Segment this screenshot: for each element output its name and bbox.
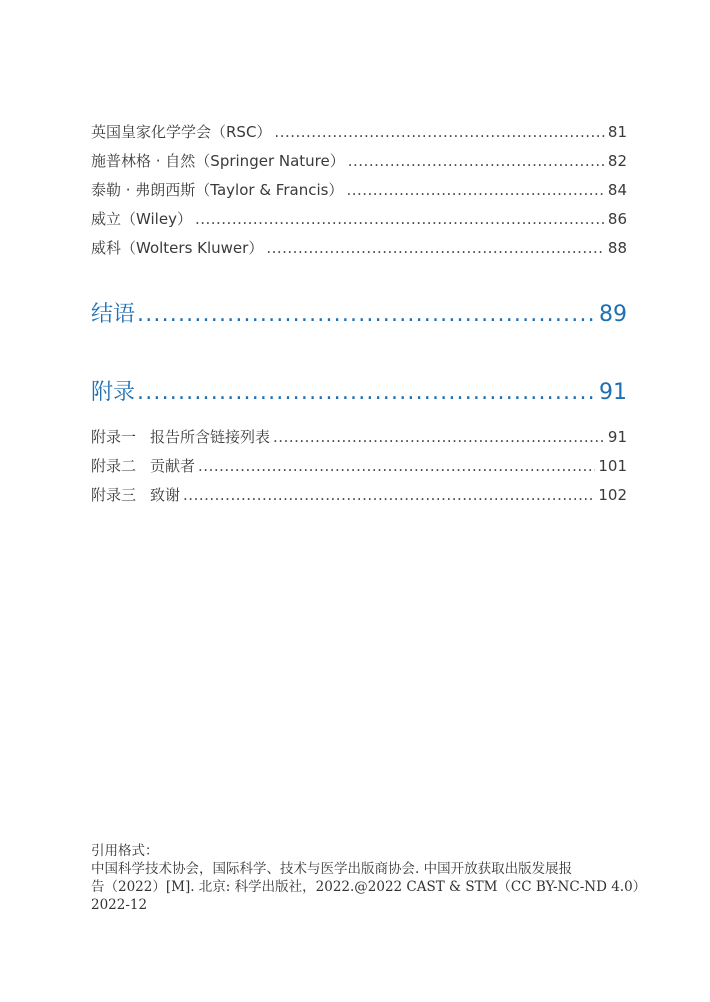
dot-leader [346,180,604,200]
citation-line: 中国科学技术协会，国际科学、技术与医学出版商协会. 中国开放获取出版发展报 [91,861,573,877]
citation-heading: 引用格式： [91,843,159,859]
toc-entry-springer-nature[interactable] [91,151,627,171]
section-title: 结语 [91,302,136,327]
section-page: 89 [599,302,627,327]
toc-entry-page: 101 [598,457,627,475]
toc-entry-wiley[interactable] [91,209,627,229]
dot-leader [273,427,605,447]
appendix-label: 附录三 [91,486,137,504]
toc-entry-wolters-kluwer[interactable] [91,238,627,258]
dot-leader [183,485,595,505]
toc-entry-page: 86 [607,210,627,228]
toc-entry-page: 84 [607,181,627,199]
toc-entry-page: 81 [607,123,627,141]
toc-entry-title: 报告所含链接列表 [150,428,271,446]
section-title: 附录 [91,380,136,405]
section-page: 91 [599,380,627,405]
toc-entry-title: 施普林格 · 自然（Springer Nature） [91,152,345,170]
dot-leader [274,122,604,142]
dot-leader [195,209,605,229]
toc-entry-title: 贡献者 [150,457,196,475]
citation-date: 2022-12 [91,897,148,913]
toc-entry-page: 88 [607,239,627,257]
toc-entry-appendix-3[interactable] [91,485,627,505]
toc-entry-title: 威科（Wolters Kluwer） [91,239,264,257]
dot-leader [198,456,595,476]
toc-entry-title: 威立（Wiley） [91,210,192,228]
appendix-label: 附录二 [91,457,137,475]
toc-entry-page: 102 [598,486,627,504]
toc-entry-rsc[interactable] [91,122,627,142]
dot-leader [266,238,605,258]
toc-entry-appendix-1[interactable] [91,427,627,447]
toc-entry-page: 91 [607,428,627,446]
toc-entry-taylor-francis[interactable] [91,180,627,200]
toc-entry-appendix-2[interactable] [91,456,627,476]
appendix-label: 附录一 [91,428,137,446]
citation-line: 告（2022）[M]. 北京: 科学出版社，2022.@2022 CAST & STM（CC BY-NC-ND 4.0） [91,879,647,895]
citation-block [91,842,647,914]
dot-leader [137,300,597,330]
dot-leader [137,378,597,408]
toc-entry-title: 致谢 [150,486,181,504]
toc-entry-title: 英国皇家化学学会（RSC） [91,123,272,141]
toc-entry-title: 泰勒 · 弗朗西斯（Taylor & Francis） [91,181,344,199]
toc-section-conclusion[interactable] [91,300,627,330]
dot-leader [348,151,605,171]
toc-section-appendix[interactable] [91,378,627,408]
toc-entry-page: 82 [607,152,627,170]
